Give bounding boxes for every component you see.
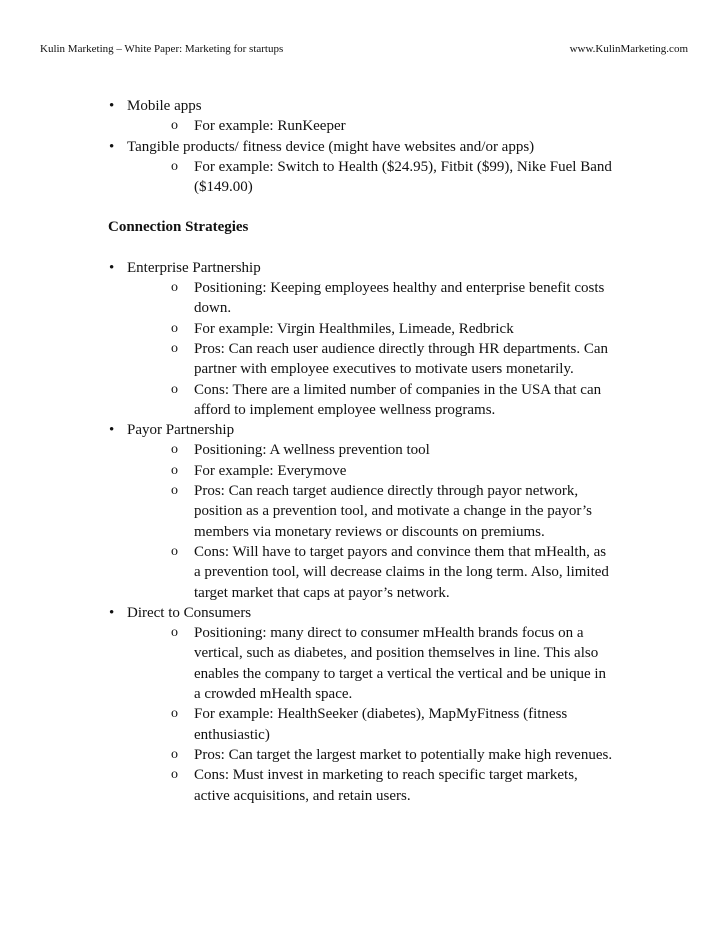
sub-bullet-icon: o	[171, 483, 178, 499]
sub-list	[127, 623, 627, 806]
sub-bullet-icon: o	[171, 625, 178, 641]
sub-item-text: Pros: Can reach target audience directly through payor network, position as a prevention tool, and motivate a change in the payor’s members via monetary reviews or discounts on premiums.	[194, 483, 592, 540]
list-item-text: Payor Partnership	[127, 422, 235, 439]
sub-item-text: For example: HealthSeeker (diabetes), MapMyFitness (fitness enthusiastic)	[194, 706, 568, 743]
sub-item-text: Cons: Will have to target payors and convince them that mHealth, as a prevention tool, will decrease claims in the long term. Also, limited target market that caps at payor’s network.	[194, 543, 609, 601]
sub-list-item	[0, 278, 614, 319]
sub-item-text: Pros: Can reach user audience directly through HR departments. Can partner with employee executives to motivate users monetarily.	[194, 340, 609, 378]
sub-list	[127, 116, 627, 136]
sub-list-item	[0, 157, 614, 198]
sub-item-text: For example: Virgin Healthmiles, Limeade, Redbrick	[194, 320, 514, 337]
sub-list-item	[0, 765, 614, 806]
sub-list-item	[0, 339, 614, 380]
sub-bullet-icon: o	[171, 381, 178, 397]
sub-item-text: Positioning: many direct to consumer mHealth brands focus on a vertical, such as diabetes, and position themselves in line. This also enables the company to target a vertical the vertical and be unique in a crowded mHealth space.	[194, 625, 607, 703]
sub-bullet-icon: o	[171, 442, 178, 458]
section-heading: Connection Strategies	[108, 219, 249, 236]
sub-item-text: For example: RunKeeper	[194, 118, 346, 135]
sub-item-text: Positioning: A wellness prevention tool	[194, 442, 430, 459]
list-item-text: Enterprise Partnership	[127, 259, 261, 276]
sub-list-item	[0, 623, 614, 704]
list-item-text: Tangible products/ fitness device (might have websites and/or apps)	[127, 138, 535, 155]
sub-list-item	[0, 116, 614, 136]
page-header	[40, 41, 688, 57]
sub-bullet-icon: o	[171, 767, 178, 783]
sub-list-item	[0, 319, 614, 339]
sub-bullet-icon: o	[171, 320, 178, 336]
list-item-text: Mobile apps	[127, 98, 202, 114]
list-item-direct-to-consumers	[0, 603, 627, 806]
header-url: www.KulinMarketing.com	[569, 43, 688, 55]
sub-bullet-icon: o	[171, 706, 178, 722]
sub-item-text: Cons: There are a limited number of companies in the USA that can afford to implement employee wellness programs.	[194, 381, 602, 418]
sub-item-text: Positioning: Keeping employees healthy and enterprise benefit costs down.	[194, 280, 605, 317]
list-item-enterprise-partnership	[0, 258, 627, 420]
sub-list-item	[0, 745, 614, 765]
sub-list	[127, 157, 627, 198]
list-item-text: Direct to Consumers	[127, 604, 252, 621]
bullet-icon: •	[109, 98, 115, 114]
sub-item-text: Cons: Must invest in marketing to reach specific target markets, active acquisitions, and retain users.	[194, 767, 578, 804]
strategies-list	[0, 258, 728, 806]
sub-list	[127, 440, 627, 602]
sub-bullet-icon: o	[171, 280, 178, 296]
sub-item-text: For example: Everymove	[194, 462, 347, 479]
intro-list	[0, 96, 728, 197]
sub-bullet-icon: o	[171, 158, 178, 174]
sub-list-item	[0, 481, 614, 542]
header-title: Kulin Marketing – White Paper: Marketing for startups	[40, 43, 284, 55]
sub-bullet-icon: o	[171, 340, 178, 356]
bullet-icon: •	[109, 604, 115, 621]
sub-list-item	[0, 461, 614, 481]
document-body	[0, 96, 728, 806]
sub-list	[127, 278, 627, 420]
sub-item-text: Pros: Can target the largest market to potentially make high revenues.	[194, 746, 613, 763]
list-item-mobile-apps	[0, 96, 627, 137]
sub-bullet-icon: o	[171, 462, 178, 478]
sub-list-item	[0, 380, 614, 421]
sub-bullet-icon: o	[171, 746, 178, 762]
bullet-icon: •	[109, 259, 115, 276]
sub-bullet-icon: o	[171, 118, 178, 134]
sub-list-item	[0, 704, 614, 745]
sub-bullet-icon: o	[171, 543, 178, 559]
list-item-payor-partnership	[0, 420, 627, 603]
sub-list-item	[0, 542, 614, 603]
sub-item-text: For example: Switch to Health ($24.95), Fitbit ($99), Nike Fuel Band ($149.00)	[194, 158, 612, 196]
list-item-tangible-products	[0, 137, 627, 198]
bullet-icon: •	[109, 138, 115, 155]
bullet-icon: •	[109, 422, 115, 439]
sub-list-item	[0, 440, 614, 460]
